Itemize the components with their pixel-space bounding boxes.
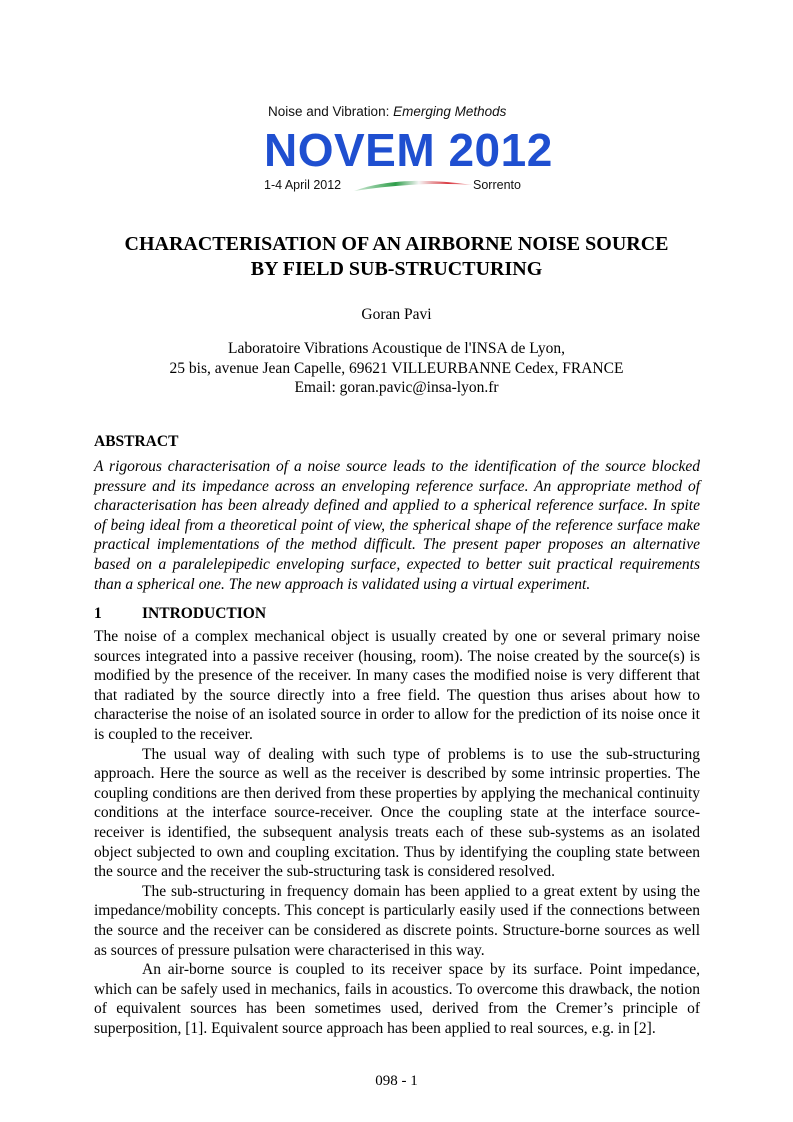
logo-subtitle-emphasis: Emerging Methods	[393, 104, 507, 119]
paragraph: The usual way of dealing with such type of problems is to use the sub-structuring approach. Here the source as well as the receiver is described by some intrinsic properties. The coupling conditions are then derived from these properties by applying the mechanical continuity conditions at the interface source-receiver. Once the coupling state at the interface source-receiver is identified, the subsequent analysis treats each of these sub-systems as an isolated object subjected to own and coupling excitation. Thus by identifying the coupling state between the source and the receiver the sub-structuring task is considered resolved.	[94, 745, 700, 881]
section-heading-introduction	[94, 604, 266, 623]
paragraph: An air-borne source is coupled to its receiver space by its surface. Point impedance, which can be safely used in mechanics, fails in acoustics. To overcome this drawback, the notion of equivalent sources has been sometimes used, derived from the Cremer’s principle of superposition, [1]. Equivalent source approach has been applied to real sources, e.g. in [2].	[94, 961, 700, 1037]
paper-title-line-1: CHARACTERISATION OF AN AIRBORNE NOISE SOURCE	[124, 233, 669, 255]
paragraph: The sub-structuring in frequency domain has been applied to a great extent by using the impedance/mobility concepts. This concept is particularly easily used if the connections between the source and the receiver can be considered as discrete points. Structure-borne sources as well as sources of pressure pulsation were characterised in this way.	[94, 882, 700, 959]
author-affiliation	[80, 339, 713, 398]
abstract-heading: ABSTRACT	[94, 433, 179, 450]
italian-flag-swoosh-icon	[354, 176, 472, 194]
paper-title-line-2: BY FIELD SUB-STRUCTURING	[250, 258, 543, 280]
logo-date: 1-4 April 2012	[264, 178, 342, 192]
page-number: 098 - 1	[375, 1073, 418, 1089]
section-number: 1	[94, 605, 102, 622]
introduction-body	[94, 627, 700, 1038]
paper-title	[80, 232, 713, 282]
author-name: Goran Pavi	[361, 306, 432, 323]
paragraph: The noise of a complex mechanical object is usually created by one or several primary noise sources integrated into a passive receiver (housing, room). The noise created by the source(s) is modified by the presence of the receiver. In many cases the modified noise is very different that that radiated by the source directly into a free field. The question thus arises about how to characterise the noise of an isolated source in order to allow for the prediction of its noise once it is coupled to the receiver.	[94, 628, 700, 743]
conference-logo	[262, 104, 553, 196]
affiliation-line-2: 25 bis, avenue Jean Capelle, 69621 VILLEURBANNE Cedex, FRANCE	[169, 359, 624, 377]
logo-title: NOVEM 2012	[264, 124, 553, 176]
logo-place: Sorrento	[473, 178, 521, 192]
abstract-text: A rigorous characterisation of a noise source leads to the identification of the source blocked pressure and its impedance across an enveloping reference surface. An appropriate method of characterisation has been already defined and applied to a spherical reference surface. In spite of being ideal from a theoretical point of view, the spherical shape of the reference surface make practical implementations of the method difficult. The present paper proposes an alternative based on a paralelepipedic enveloping surface, expected to better suit practical requirements than a spherical one. The new approach is validated using a virtual experiment.	[94, 458, 700, 593]
section-title: INTRODUCTION	[142, 605, 267, 622]
author-email: Email: goran.pavic@insa-lyon.fr	[294, 379, 499, 396]
logo-subtitle: Noise and Vibration: Emerging Methods	[268, 104, 507, 119]
affiliation-line-1: Laboratoire Vibrations Acoustique de l'INSA de Lyon,	[228, 340, 565, 357]
